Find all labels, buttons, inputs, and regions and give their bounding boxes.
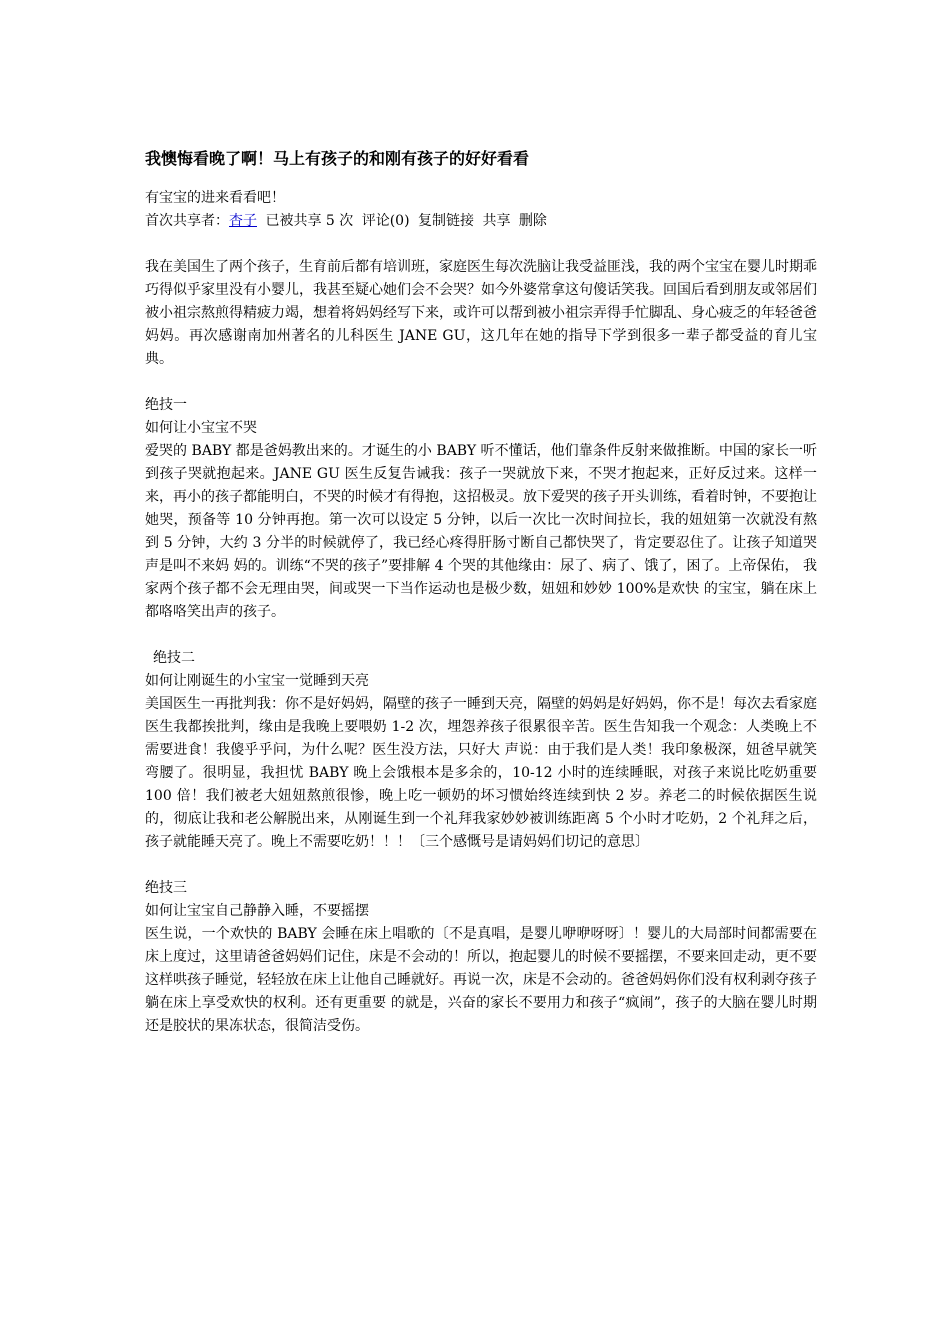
- section-1-subheading: 如何让小宝宝不哭: [145, 420, 257, 436]
- comments-link[interactable]: 评论(0): [361, 213, 410, 229]
- delete-button[interactable]: 删除: [518, 213, 547, 229]
- share-meta-line: [145, 210, 817, 233]
- document-page: [145, 148, 817, 1038]
- copy-link-button[interactable]: 复制链接: [418, 213, 475, 229]
- shared-count: 已被共享 5 次: [265, 213, 354, 229]
- section-3-body: 医生说，一个欢快的 BABY 会睡在床上唱歌的〔不是真唱，是婴儿咿咿呀呀〕！婴儿的大局部时间都需要在床上度过，这里请爸爸妈妈们记住，床是不会动的！所以，抱起婴儿的时候不要摇摆，不要来回走动，更不要这样哄孩子睡觉，轻轻放在床上让他自己睡就好。再说一次，床是不会动的。爸爸妈妈你们没有权利剥夺孩子躺在床上享受欢快的权利。还有更重要 的就是，兴奋的家长不要用力和孩子“疯闹”，孩子的大脑在婴儿时期还是胶状的果冻状态，很简洁受伤。: [145, 926, 817, 1034]
- author-link[interactable]: 杏子: [229, 213, 257, 229]
- section-2-body: 美国医生一再批判我：你不是好妈妈，隔壁的孩子一睡到天亮，隔壁的妈妈是好妈妈，你不是！每次去看家庭医生我都挨批判，缘由是我晚上要喂奶 1-2 次，埋怨养孩子很累很辛苦。医生告知我一个观念：人类晚上不需要进食！我傻乎乎问，为什么呢？医生没方法，只好大 声说：由于我们是人类！我印象极深，妞爸早就笑弯腰了。很明显，我担忧 BABY 晚上会饿根本是多余的，10-12 小时的连续睡眠，对孩子来说比吃奶重要 100 倍！我们被老大妞妞熬煎很惨，晚上吃一顿奶的坏习惯始终连续到快 2 岁。养老二的时候依据医生说的，彻底让我和老公解脱出来，从刚诞生到一个礼拜我家妙妙被训练距离 5 个小时才吃奶，2 个礼拜之后， 孩子就能睡天亮了。晚上不需要吃奶！！！〔三个感慨号是请妈妈们切记的意思〕: [145, 696, 817, 850]
- intro-paragraph: 我在美国生了两个孩子，生育前后都有培训班，家庭医生每次洗脑让我受益匪浅，我的两个宝宝在婴儿时期乖巧得似乎家里没有小婴儿，我甚至疑心她们会不会哭？如今外婆常拿这句傻话笑我。回国后看到朋友或邻居们被小祖宗熬煎得精疲力竭，想着将妈妈经写下来，或许可以帮到被小祖宗弄得手忙脚乱、身心疲乏的年轻爸爸妈妈。再次感谢南加州著名的儿科医生 JANE GU，这几年在她的指导下学到很多一辈子都受益的育儿宝典。: [145, 259, 817, 367]
- share-button[interactable]: 共享: [482, 213, 511, 229]
- section-1-heading: 绝技一: [145, 397, 187, 413]
- section-2-heading: 绝技二: [153, 650, 195, 666]
- share-prefix: 首次共享者：: [145, 213, 229, 229]
- document-title: 我懊悔看晚了啊！马上有孩子的和刚有孩子的好好看看: [145, 149, 530, 168]
- subtitle: 有宝宝的进来看看吧！: [145, 190, 285, 206]
- section-3-heading: 绝技三: [145, 880, 187, 896]
- section-2-subheading: 如何让刚诞生的小宝宝一觉睡到天亮: [145, 673, 369, 689]
- section-3-subheading: 如何让宝宝自己静静入睡，不要摇摆: [145, 903, 369, 919]
- section-1-body: 爱哭的 BABY 都是爸妈教出来的。才诞生的小 BABY 听不懂话，他们靠条件反射来做推断。中国的家长一听到孩子哭就抱起来。JANE GU 医生反复告诫我：孩子一哭就放下来，不哭才抱起来，正好反过来。这样一来，再小的孩子都能明白，不哭的时候才有得抱，这招极灵。放下爱哭的孩子开头训练，看着时钟，不要抱让她哭，预备等 10 分钟再抱。第一次可以设定 5 分钟，以后一次比一次时间拉长，我的妞妞第一次就没有熬到 5 分钟，大约 3 分半的时候就停了，我已经心疼得肝肠寸断自己都快哭了，肯定要忍住了。让孩子知道哭声是叫不来妈 妈的。训练“不哭的孩子”要排解 4 个哭的其他缘由：尿了、病了、饿了，困了。上帝保佑， 我家两个孩子都不会无理由哭，间或哭一下当作运动也是极少数，妞妞和妙妙 100%是欢快 的宝宝，躺在床上都咯咯笑出声的孩子。: [145, 443, 817, 620]
